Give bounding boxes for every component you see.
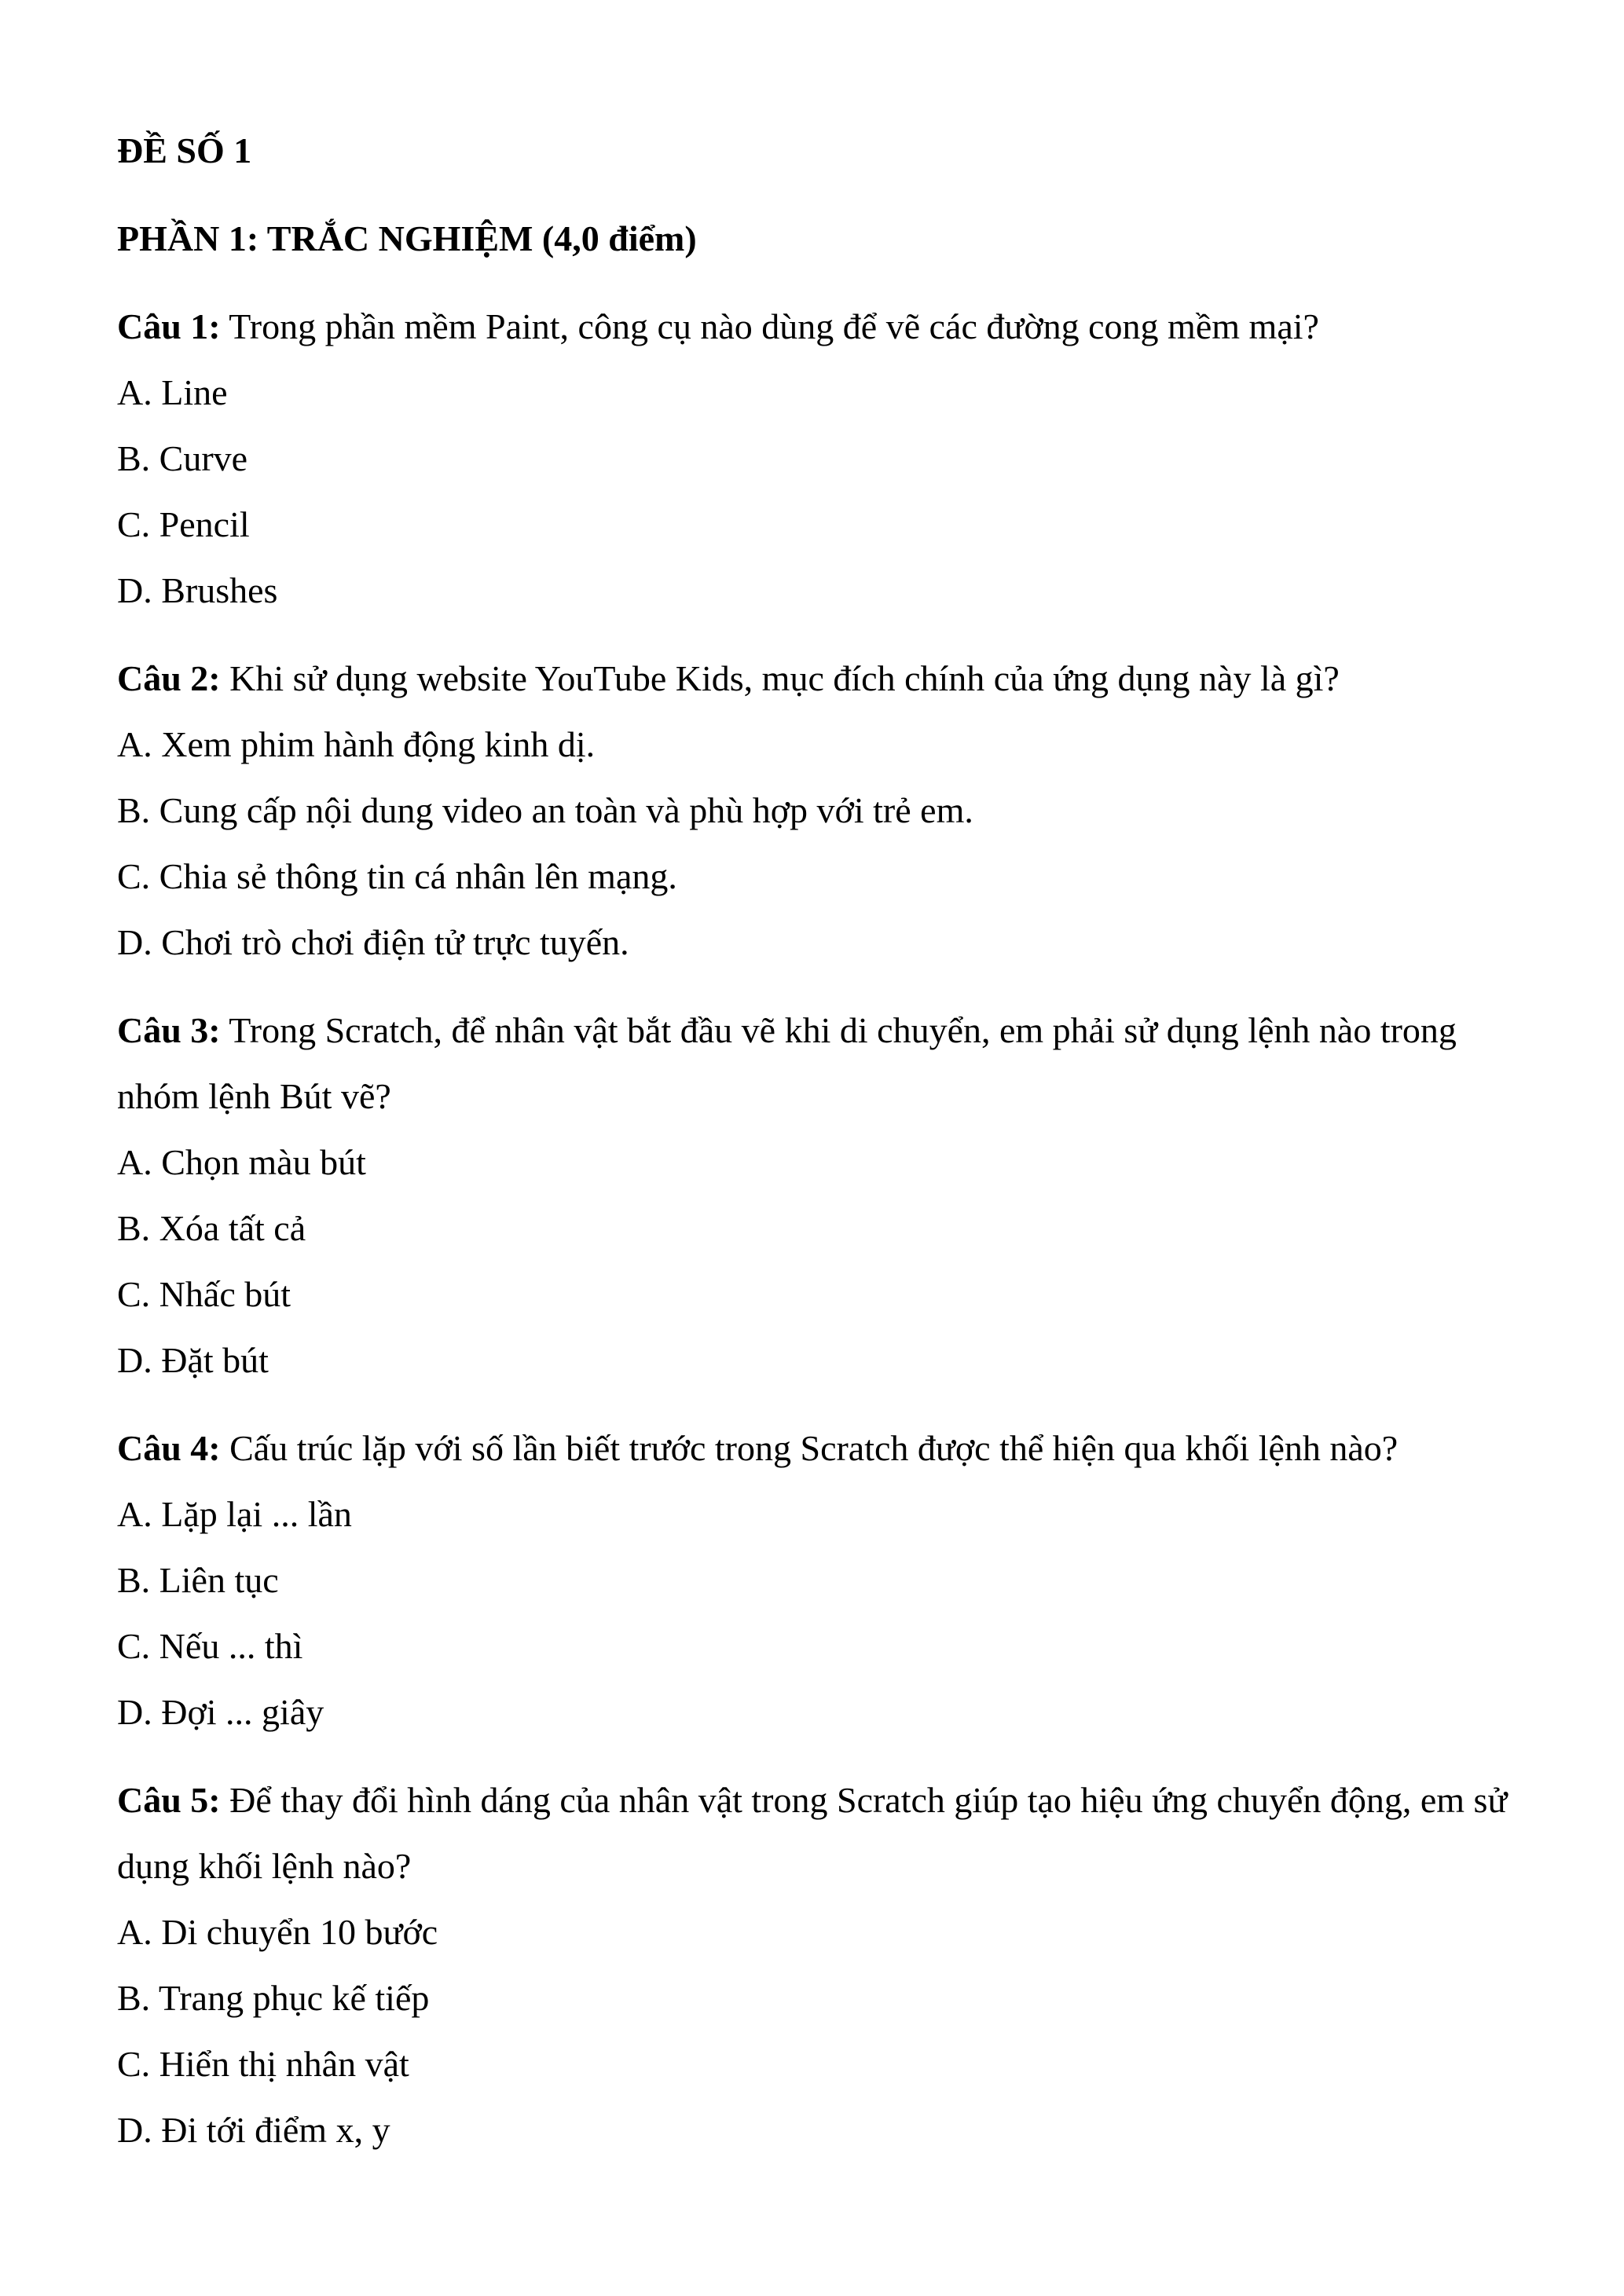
option-c: C. Hiển thị nhân vật xyxy=(117,2044,409,2084)
question-text xyxy=(117,1415,1523,1481)
option-c: C. Nhấc bút xyxy=(117,1274,291,1314)
question-1 xyxy=(117,294,1523,624)
question-text xyxy=(117,1767,1523,1899)
option-a: A. Xem phim hành động kinh dị. xyxy=(117,724,596,764)
question-label: Câu 4: xyxy=(117,1428,221,1468)
option-a: A. Line xyxy=(117,372,228,412)
question-label: Câu 5: xyxy=(117,1780,221,1820)
question-body: Cấu trúc lặp với số lần biết trước trong Scratch được thể hiện qua khối lệnh nào? xyxy=(229,1428,1399,1468)
question-3 xyxy=(117,998,1523,1393)
option-a: A. Di chuyển 10 bước xyxy=(117,1912,438,1952)
option-c: C. Pencil xyxy=(117,504,250,544)
question-body: Trong Scratch, để nhân vật bắt đầu vẽ khi di chuyển, em phải sử dụng lệnh nào trong nhóm lệnh Bút vẽ? xyxy=(117,1010,1457,1116)
option-d: D. Đi tới điểm x, y xyxy=(117,2110,390,2150)
option-b: B. Trang phục kế tiếp xyxy=(117,1978,430,2018)
question-body: Khi sử dụng website YouTube Kids, mục đích chính của ứng dụng này là gì? xyxy=(229,658,1340,698)
question-label: Câu 2: xyxy=(117,658,221,698)
option-a: A. Chọn màu bút xyxy=(117,1142,366,1182)
question-5 xyxy=(117,1767,1523,2163)
option-b: B. Xóa tất cả xyxy=(117,1208,306,1248)
option-d: D. Đợi ... giây xyxy=(117,1692,324,1732)
option-b: B. Curve xyxy=(117,438,248,478)
option-c: C. Chia sẻ thông tin cá nhân lên mạng. xyxy=(117,856,677,896)
question-label: Câu 1: xyxy=(117,306,221,346)
option-d: D. Chơi trò chơi điện tử trực tuyến. xyxy=(117,922,629,962)
question-body: Trong phần mềm Paint, công cụ nào dùng để vẽ các đường cong mềm mại? xyxy=(229,306,1319,346)
question-text xyxy=(117,998,1523,1130)
exam-page xyxy=(117,118,1523,2163)
option-c: C. Nếu ... thì xyxy=(117,1626,303,1666)
option-a: A. Lặp lại ... lần xyxy=(117,1494,352,1534)
question-text xyxy=(117,294,1523,360)
option-d: D. Brushes xyxy=(117,570,278,610)
option-b: B. Cung cấp nội dung video an toàn và phù hợp với trẻ em. xyxy=(117,790,973,830)
question-label: Câu 3: xyxy=(117,1010,221,1050)
question-2 xyxy=(117,646,1523,976)
question-4 xyxy=(117,1415,1523,1745)
exam-title: ĐỀ SỐ 1 xyxy=(117,130,252,170)
question-body: Để thay đổi hình dáng của nhân vật trong Scratch giúp tạo hiệu ứng chuyển động, em sử dụng khối lệnh nào? xyxy=(117,1780,1508,1886)
option-b: B. Liên tục xyxy=(117,1560,279,1600)
option-d: D. Đặt bút xyxy=(117,1340,269,1380)
question-text xyxy=(117,646,1523,712)
part-title: PHẦN 1: TRẮC NGHIỆM (4,0 điểm) xyxy=(117,218,697,258)
